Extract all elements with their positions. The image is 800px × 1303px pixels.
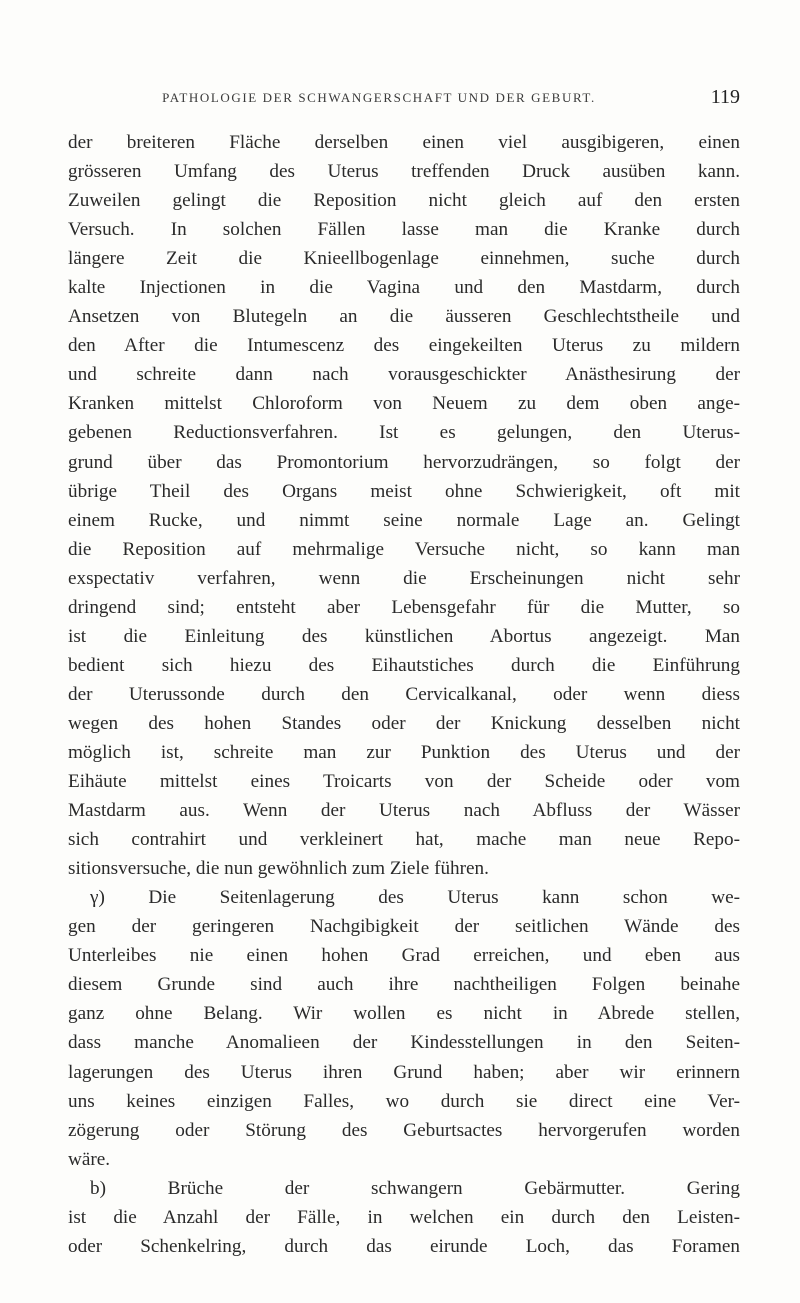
running-title: PATHOLOGIE DER SCHWANGERSCHAFT UND DER GEBURT. (162, 90, 596, 105)
text-line: exspectativ verfahren, wenn die Erscheinungen nicht sehr (68, 567, 740, 589)
text-line: längere Zeit die Knieellbogenlage einnehmen, suche durch (68, 248, 740, 270)
text-line: gebenen Reductionsverfahren. Ist es gelungen, den Uterus- (68, 422, 740, 444)
text-line: möglich ist, schreite man zur Punktion des Uterus und der (68, 741, 740, 763)
text-line: Versuch. In solchen Fällen lasse man die Kranke durch (68, 219, 740, 241)
text-line: wegen des hohen Standes oder der Knickung desselben nicht (68, 712, 740, 734)
text-line: den After die Intumescenz des eingekeilten Uterus zu mildern (68, 335, 740, 357)
text-line: uns keines einzigen Falles, wo durch sie direct eine Ver- (68, 1090, 740, 1112)
text-line: Eihäute mittelst eines Troicarts von der Scheide oder vom (68, 771, 740, 793)
text-line: der Uterussonde durch den Cervicalkanal, oder wenn diess (68, 683, 740, 705)
text-line: und schreite dann nach vorausgeschickter Anästhesirung der (68, 364, 740, 386)
text-line: ist die Anzahl der Fälle, in welchen ein durch den Leisten- (68, 1206, 740, 1228)
text-line: ist die Einleitung des künstlichen Abortus angezeigt. Man (68, 625, 740, 647)
text-line: sitionsversuche, die nun gewöhnlich zum Ziele führen. (68, 858, 489, 880)
text-line: übrige Theil des Organs meist ohne Schwierigkeit, oft mit (68, 480, 740, 502)
text-line: grund über das Promontorium hervorzudrängen, so folgt der (68, 451, 740, 473)
text-line: Kranken mittelst Chloroform von Neuem zu dem oben ange- (68, 393, 740, 415)
text-line: Unterleibes nie einen hohen Grad erreichen, und eben aus (68, 945, 740, 967)
text-line: grösseren Umfang des Uterus treffenden Druck ausüben kann. (68, 161, 740, 183)
text-line: Ansetzen von Blutegeln an die äusseren Geschlechtstheile und (68, 306, 740, 328)
text-line: die Reposition auf mehrmalige Versuche nicht, so kann man (68, 538, 740, 560)
text-line: dass manche Anomalieen der Kindesstellungen in den Seiten- (68, 1032, 740, 1054)
page-number: 119 (710, 86, 740, 108)
text-line: zögerung oder Störung des Geburtsactes hervorgerufen worden (68, 1119, 740, 1141)
body-text (68, 128, 740, 1261)
text-line: sich contrahirt und verkleinert hat, mache man neue Repo- (68, 829, 740, 851)
text-line: bedient sich hiezu des Eihautstiches durch die Einführung (68, 654, 740, 676)
text-line: gen der geringeren Nachgibigkeit der seitlichen Wände des (68, 916, 740, 938)
running-head (68, 86, 740, 110)
text-line: b) Brüche der schwangern Gebärmutter. Gering (90, 1177, 740, 1199)
text-line: kalte Injectionen in die Vagina und den Mastdarm, durch (68, 277, 740, 299)
text-line: der breiteren Fläche derselben einen viel ausgibigeren, einen (68, 132, 740, 153)
text-line: diesem Grunde sind auch ihre nachtheiligen Folgen beinahe (68, 974, 740, 996)
text-line: einem Rucke, und nimmt seine normale Lage an. Gelingt (68, 509, 740, 531)
text-line: ganz ohne Belang. Wir wollen es nicht in Abrede stellen, (68, 1003, 740, 1025)
text-line: Zuweilen gelingt die Reposition nicht gleich auf den ersten (68, 190, 740, 212)
text-line: Mastdarm aus. Wenn der Uterus nach Abfluss der Wässer (68, 800, 740, 822)
text-line: γ) Die Seitenlagerung des Uterus kann schon we- (90, 887, 740, 909)
text-line: wäre. (68, 1148, 111, 1170)
text-line: lagerungen des Uterus ihren Grund haben; aber wir erinnern (68, 1061, 740, 1083)
text-line: dringend sind; entsteht aber Lebensgefahr für die Mutter, so (68, 596, 740, 618)
text-line: oder Schenkelring, durch das eirunde Loch, das Foramen (68, 1235, 740, 1257)
